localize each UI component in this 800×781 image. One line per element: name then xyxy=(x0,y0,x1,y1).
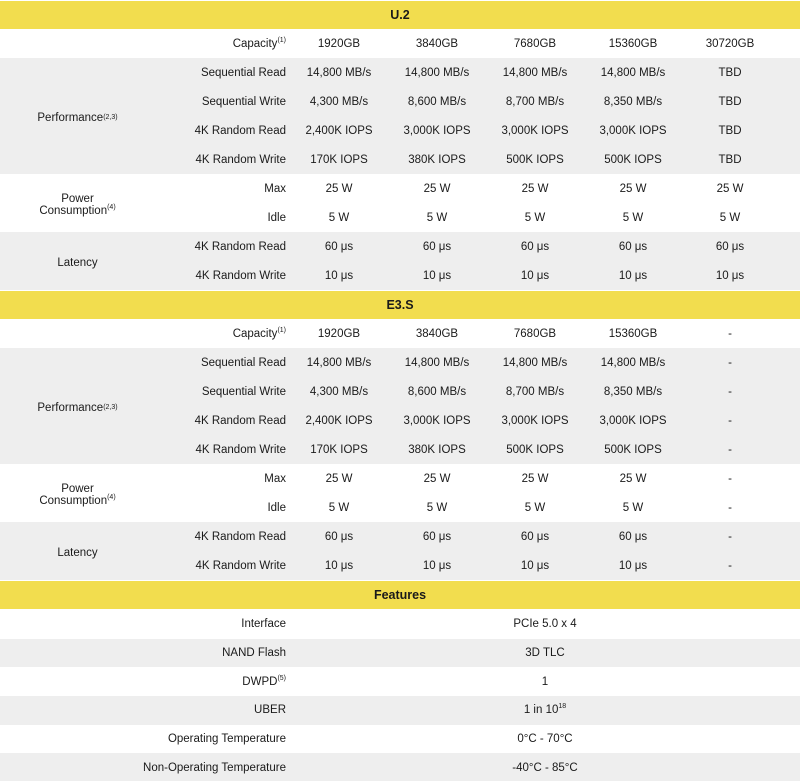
feature-row xyxy=(0,667,800,696)
feature-row xyxy=(0,696,800,725)
value-cell: 5 W xyxy=(328,501,350,514)
table-row xyxy=(155,145,800,174)
value-cell: 60 μs xyxy=(324,240,354,253)
value-cell: 5 W xyxy=(524,501,546,514)
feature-label: UBER xyxy=(254,704,286,717)
value-cell: 2,400K IOPS xyxy=(305,414,373,427)
metric-label: Sequential Write xyxy=(201,385,286,398)
metric-label: 4K Random Write xyxy=(195,269,286,282)
value-cell: 25 W xyxy=(619,182,647,195)
value-cell: 380K IOPS xyxy=(408,153,466,166)
value-cell: 14,800 MB/s xyxy=(306,356,372,369)
table-row xyxy=(155,174,800,203)
table-row xyxy=(155,261,800,290)
value-cell: 380K IOPS xyxy=(408,443,466,456)
capacity-cell: - xyxy=(728,328,732,340)
feature-value: PCIe 5.0 x 4 xyxy=(513,618,577,631)
value-cell: 3,000K IOPS xyxy=(599,414,667,427)
value-cell: 5 W xyxy=(719,211,741,224)
group-label-performance: Performance (2,3) xyxy=(37,112,118,124)
value-cell: - xyxy=(728,501,732,514)
value-cell: - xyxy=(728,472,732,485)
value-cell: 10 μs xyxy=(422,559,452,572)
feature-label: DWPD$^{(5)}$ xyxy=(242,674,286,688)
value-cell: 8,600 MB/s xyxy=(407,385,467,398)
section-title: U.2 xyxy=(390,8,410,22)
value-cell: 60 μs xyxy=(422,240,452,253)
metric-label: 4K Random Read xyxy=(194,530,286,543)
value-cell: 5 W xyxy=(426,501,448,514)
value-cell: 14,800 MB/s xyxy=(404,66,470,79)
value-cell: 60 μs xyxy=(618,530,648,543)
section-title: E3.S xyxy=(386,298,414,312)
metric-label: Sequential Write xyxy=(201,95,286,108)
table-row xyxy=(155,87,800,116)
value-cell: 25 W xyxy=(423,472,451,485)
capacity-cell: 7680GB xyxy=(513,328,557,340)
value-cell: 5 W xyxy=(328,211,350,224)
value-cell: 25 W xyxy=(521,182,549,195)
latency-group xyxy=(0,232,800,290)
table-row xyxy=(155,377,800,406)
capacity-cell: 7680GB xyxy=(513,38,557,50)
feature-row xyxy=(0,725,800,754)
value-cell: 10 μs xyxy=(618,559,648,572)
metric-label: 4K Random Write xyxy=(195,559,286,572)
section-title: Features xyxy=(373,588,427,602)
feature-row xyxy=(0,753,800,781)
value-cell: 2,400K IOPS xyxy=(305,124,373,137)
metric-label: Max xyxy=(264,182,286,195)
capacity-cell: 3840GB xyxy=(415,328,459,340)
section-header-features xyxy=(0,580,800,610)
value-cell: 170K IOPS xyxy=(310,443,368,456)
value-cell: 5 W xyxy=(426,211,448,224)
value-cell: 60 μs xyxy=(324,530,354,543)
metric-label: 4K Random Read xyxy=(194,240,286,253)
value-cell: 8,700 MB/s xyxy=(505,95,565,108)
group-label-latency: Latency xyxy=(57,257,98,269)
table-row xyxy=(155,116,800,145)
capacity-row xyxy=(0,320,800,348)
feature-value: 1 in $10^{18}$ xyxy=(523,703,567,717)
group-label-latency: Latency xyxy=(57,547,98,559)
metric-label: Max xyxy=(264,472,286,485)
capacity-cell: 1920GB xyxy=(317,328,361,340)
value-cell: TBD xyxy=(718,124,742,137)
metric-label: 4K Random Write xyxy=(195,443,286,456)
metric-label: 4K Random Write xyxy=(195,153,286,166)
group-label-performance: Performance (2,3) xyxy=(37,402,118,414)
table-row xyxy=(155,551,800,580)
value-cell: 8,700 MB/s xyxy=(505,385,565,398)
value-cell: 14,800 MB/s xyxy=(600,356,666,369)
power-group xyxy=(0,174,800,232)
value-cell: 60 μs xyxy=(422,530,452,543)
metric-label: 4K Random Read xyxy=(194,124,286,137)
table-row xyxy=(155,464,800,493)
value-cell: 25 W xyxy=(716,182,744,195)
value-cell: 14,800 MB/s xyxy=(502,356,568,369)
table-row xyxy=(155,232,800,261)
value-cell: TBD xyxy=(718,95,742,108)
value-cell: 25 W xyxy=(325,182,353,195)
performance-group xyxy=(0,58,800,174)
value-cell: 500K IOPS xyxy=(506,443,564,456)
group-label-power: Power Consumption$^{(4)}$ xyxy=(39,193,116,217)
section-header-u2 xyxy=(0,0,800,30)
value-cell: 500K IOPS xyxy=(604,153,662,166)
table-row xyxy=(155,435,800,464)
value-cell: 500K IOPS xyxy=(604,443,662,456)
table-row xyxy=(155,58,800,87)
capacity-cell: 15360GB xyxy=(608,38,658,50)
metric-label: 4K Random Read xyxy=(194,414,286,427)
value-cell: 25 W xyxy=(619,472,647,485)
group-label-power: Power Consumption$^{(4)}$ xyxy=(39,483,116,507)
capacity-cell: 1920GB xyxy=(317,38,361,50)
capacity-label: Capacity$^{(1)}$ xyxy=(232,37,286,50)
section-header-e3s xyxy=(0,290,800,320)
capacity-cell: 30720GB xyxy=(705,38,755,50)
value-cell: 60 μs xyxy=(520,530,550,543)
value-cell: 5 W xyxy=(622,211,644,224)
value-cell: - xyxy=(728,385,732,398)
metric-label: Sequential Read xyxy=(200,356,286,369)
table-row xyxy=(155,406,800,435)
value-cell: 3,000K IOPS xyxy=(501,414,569,427)
value-cell: - xyxy=(728,414,732,427)
value-cell: 14,800 MB/s xyxy=(600,66,666,79)
value-cell: 14,800 MB/s xyxy=(502,66,568,79)
capacity-row xyxy=(0,30,800,58)
value-cell: 10 μs xyxy=(324,269,354,282)
value-cell: 5 W xyxy=(524,211,546,224)
feature-label: NAND Flash xyxy=(222,647,286,660)
value-cell: 8,350 MB/s xyxy=(603,95,663,108)
feature-value: 1 xyxy=(541,675,549,688)
feature-row xyxy=(0,639,800,668)
value-cell: 3,000K IOPS xyxy=(403,414,471,427)
value-cell: 10 μs xyxy=(520,269,550,282)
value-cell: 4,300 MB/s xyxy=(309,385,369,398)
feature-label: Interface xyxy=(241,618,286,631)
value-cell: 8,350 MB/s xyxy=(603,385,663,398)
value-cell: 14,800 MB/s xyxy=(306,66,372,79)
metric-label: Sequential Read xyxy=(200,66,286,79)
value-cell: 60 μs xyxy=(715,240,745,253)
value-cell: 10 μs xyxy=(715,269,745,282)
power-group xyxy=(0,464,800,522)
feature-value: 3D TLC xyxy=(525,647,565,660)
value-cell: 3,000K IOPS xyxy=(403,124,471,137)
value-cell: 60 μs xyxy=(520,240,550,253)
value-cell: - xyxy=(728,559,732,572)
value-cell: 170K IOPS xyxy=(310,153,368,166)
capacity-cell: 15360GB xyxy=(608,328,658,340)
value-cell: 60 μs xyxy=(618,240,648,253)
value-cell: 3,000K IOPS xyxy=(599,124,667,137)
performance-group xyxy=(0,348,800,464)
table-row xyxy=(155,203,800,232)
value-cell: - xyxy=(728,443,732,456)
value-cell: 10 μs xyxy=(618,269,648,282)
table-row xyxy=(155,522,800,551)
value-cell: - xyxy=(728,530,732,543)
value-cell: 500K IOPS xyxy=(506,153,564,166)
feature-label: Operating Temperature xyxy=(167,733,286,746)
value-cell: TBD xyxy=(718,66,742,79)
table-row xyxy=(155,348,800,377)
value-cell: 25 W xyxy=(521,472,549,485)
feature-label: Non-Operating Temperature xyxy=(143,761,286,774)
value-cell: 14,800 MB/s xyxy=(404,356,470,369)
capacity-label: Capacity$^{(1)}$ xyxy=(232,327,286,340)
latency-group xyxy=(0,522,800,580)
feature-value: 0°C - 70°C xyxy=(517,733,573,746)
metric-label: Idle xyxy=(267,501,286,514)
value-cell: - xyxy=(728,356,732,369)
feature-value: -40°C - 85°C xyxy=(512,761,578,774)
value-cell: 10 μs xyxy=(324,559,354,572)
value-cell: 25 W xyxy=(325,472,353,485)
value-cell: 3,000K IOPS xyxy=(501,124,569,137)
capacity-cell: 3840GB xyxy=(415,38,459,50)
value-cell: TBD xyxy=(718,153,742,166)
value-cell: 10 μs xyxy=(520,559,550,572)
value-cell: 4,300 MB/s xyxy=(309,95,369,108)
value-cell: 8,600 MB/s xyxy=(407,95,467,108)
value-cell: 25 W xyxy=(423,182,451,195)
value-cell: 5 W xyxy=(622,501,644,514)
value-cell: 10 μs xyxy=(422,269,452,282)
table-row xyxy=(155,493,800,522)
feature-row xyxy=(0,610,800,639)
metric-label: Idle xyxy=(267,211,286,224)
